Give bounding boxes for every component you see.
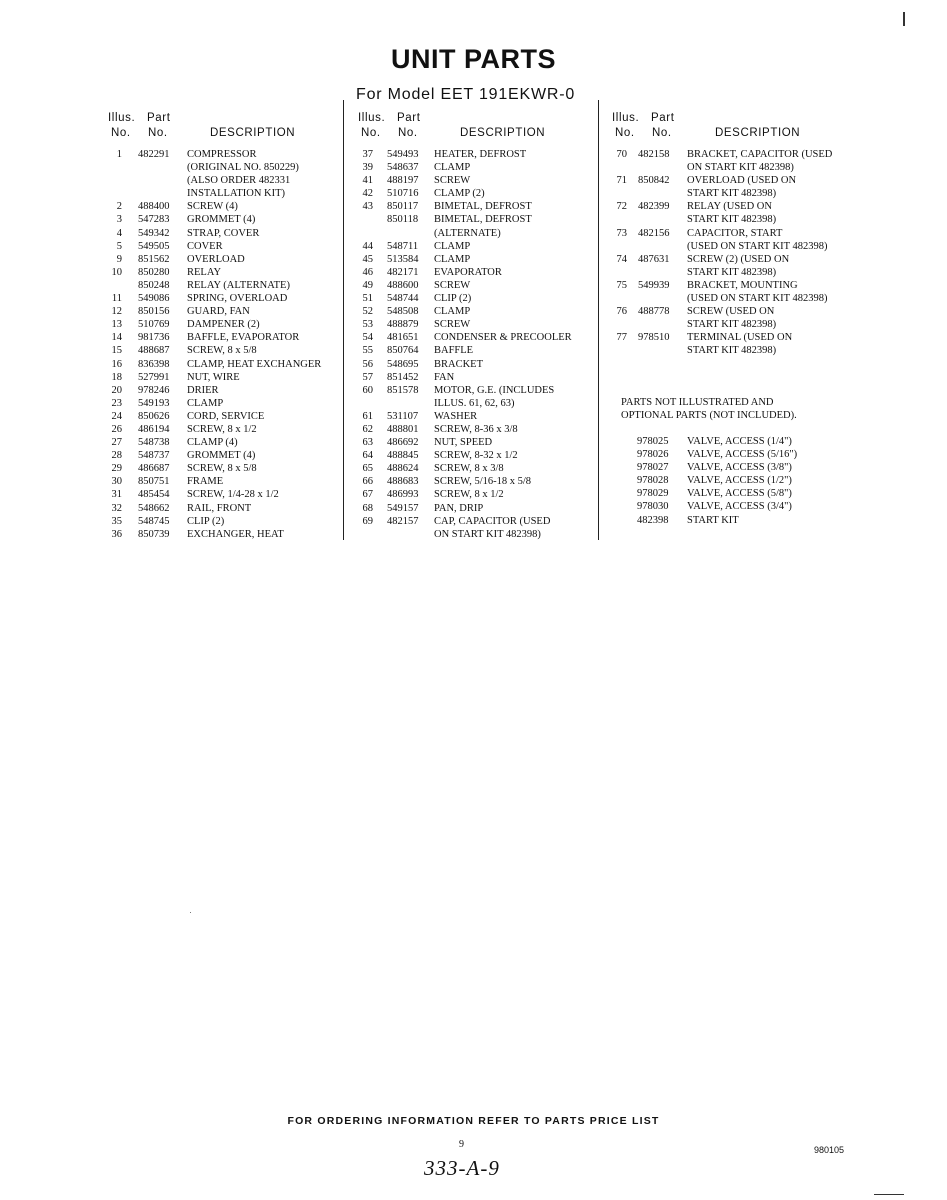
illus-number: 28 <box>111 450 122 462</box>
part-number: 482399 <box>638 201 670 213</box>
part-number: 482171 <box>387 266 419 278</box>
part-description: RELAY (USED ON <box>687 201 772 213</box>
part-number: 548508 <box>387 306 419 318</box>
illus-number: 69 <box>362 515 373 527</box>
illus-number: 62 <box>362 423 373 435</box>
part-description: INSTALLATION KIT) <box>187 188 286 200</box>
part-description: (USED ON START KIT 482398) <box>687 240 828 252</box>
part-description: START KIT 482398) <box>687 188 777 200</box>
part-number: 978027 <box>637 462 669 474</box>
page-title: UNIT PARTS <box>391 44 556 74</box>
description-header: DESCRIPTION <box>460 127 546 139</box>
part-number: 548745 <box>138 515 170 527</box>
part-number: 485454 <box>138 489 170 501</box>
part-description: BIMETAL, DEFROST <box>434 201 532 213</box>
illus-number: 68 <box>362 502 373 514</box>
part-description: SCREW <box>434 279 471 291</box>
illus-number: 1 <box>116 149 122 160</box>
part-description: BIMETAL, DEFROST <box>434 214 532 226</box>
part-description: CLAMP <box>434 240 471 252</box>
illus-number: 67 <box>362 489 373 501</box>
part-description: COMPRESSOR <box>187 149 257 160</box>
illus-no-header: No. <box>615 127 635 139</box>
part-description: (ALTERNATE) <box>434 227 501 239</box>
illus-number: 41 <box>362 175 373 187</box>
part-number: 488845 <box>387 450 419 462</box>
ordering-footer: FOR ORDERING INFORMATION REFER TO PARTS PRICE LIST <box>287 1115 660 1127</box>
part-description: BRACKET <box>434 358 484 370</box>
margin-mark <box>874 1194 904 1195</box>
illus-number: 44 <box>362 240 373 252</box>
illus-number: 30 <box>111 476 122 488</box>
part-description: ILLUS. 61, 62, 63) <box>434 397 515 409</box>
part-number: 547283 <box>138 214 170 226</box>
part-number: 486692 <box>387 437 419 449</box>
part-number: 548662 <box>138 502 170 514</box>
illus-number: 29 <box>111 463 122 475</box>
part-number: 488624 <box>387 463 419 475</box>
illus-number: 51 <box>362 293 373 305</box>
part-number: 549157 <box>387 502 419 514</box>
part-number: 488600 <box>387 279 419 291</box>
column-divider-1 <box>343 100 344 540</box>
part-header: Part <box>147 112 171 124</box>
part-description: EXCHANGER, HEAT <box>187 528 284 540</box>
part-number: 549086 <box>138 293 170 305</box>
part-number: 548744 <box>387 293 419 305</box>
part-description: TERMINAL (USED ON <box>687 332 793 344</box>
part-description: CLIP (2) <box>187 515 225 527</box>
illus-number: 71 <box>616 175 627 187</box>
illus-number: 46 <box>362 266 373 278</box>
illus-number: 35 <box>111 515 122 527</box>
part-number: 978026 <box>637 449 669 461</box>
illus-number: 77 <box>616 332 627 344</box>
part-description: FRAME <box>187 476 224 488</box>
part-number: 488400 <box>138 201 170 213</box>
handwritten-annotation: 333-A-9 <box>424 1156 500 1180</box>
part-number: 978246 <box>138 384 170 396</box>
part-number: 850842 <box>638 175 670 187</box>
illus-header: Illus. <box>612 112 640 124</box>
illus-number: 53 <box>362 319 373 331</box>
page-number: 9 <box>459 1139 464 1150</box>
illus-number: 32 <box>111 502 122 514</box>
part-number: 548711 <box>387 240 419 252</box>
illus-number: 14 <box>111 332 122 344</box>
part-description: SPRING, OVERLOAD <box>187 293 288 305</box>
part-number: 549505 <box>138 240 170 252</box>
note-line-1: PARTS NOT ILLUSTRATED AND <box>621 397 774 408</box>
model-subtitle: For Model EET 191EKWR-0 <box>356 86 576 103</box>
part-description: CONDENSER & PRECOOLER <box>434 332 572 344</box>
part-description: VALVE, ACCESS (3/8") <box>687 462 792 474</box>
description-header: DESCRIPTION <box>210 127 296 139</box>
illus-number: 26 <box>111 423 122 435</box>
part-number: 548738 <box>138 437 170 449</box>
part-number: 510769 <box>138 319 170 331</box>
illus-number: 13 <box>111 319 122 331</box>
part-number: 851578 <box>387 384 419 396</box>
part-number: 850626 <box>138 410 170 422</box>
part-number: 549939 <box>638 279 670 291</box>
illus-number: 11 <box>111 293 122 305</box>
part-description: DAMPENER (2) <box>187 319 260 331</box>
part-description: SCREW, 8 x 1/2 <box>187 423 257 435</box>
part-number: 981736 <box>138 332 170 344</box>
part-number: 481651 <box>387 332 419 344</box>
illus-number: 55 <box>362 345 373 357</box>
illus-number: 16 <box>111 358 122 370</box>
part-description: SCREW, 8 x 5/8 <box>187 345 257 357</box>
part-description: HEATER, DEFROST <box>434 149 527 160</box>
part-number: 482291 <box>138 149 170 160</box>
part-number: 510716 <box>387 188 419 200</box>
illus-number: 15 <box>111 345 122 357</box>
illus-number: 24 <box>111 410 122 422</box>
part-description: GROMMET (4) <box>187 214 256 226</box>
part-number: 836398 <box>138 358 170 370</box>
column-divider-2 <box>598 100 599 540</box>
part-number: 549493 <box>387 149 419 160</box>
illus-no-header: No. <box>111 127 131 139</box>
illus-header: Illus. <box>358 112 386 124</box>
part-number: 487631 <box>638 253 670 265</box>
part-number: 978030 <box>637 501 669 513</box>
part-no-header: No. <box>148 127 168 139</box>
illus-number: 49 <box>362 279 373 291</box>
part-description: CORD, SERVICE <box>187 410 265 422</box>
part-description: BAFFLE <box>434 345 474 357</box>
part-description: (ALSO ORDER 482331 <box>187 175 291 187</box>
illus-number: 10 <box>111 266 122 278</box>
part-description: SCREW <box>434 319 471 331</box>
illus-number: 76 <box>616 306 627 318</box>
part-description: CLAMP <box>434 306 471 318</box>
part-description: SCREW <box>434 175 471 187</box>
part-number: 548695 <box>387 358 419 370</box>
part-number: 851562 <box>138 253 170 265</box>
illus-number: 56 <box>362 358 373 370</box>
part-description: GROMMET (4) <box>187 450 256 462</box>
description-header: DESCRIPTION <box>715 127 801 139</box>
part-description: RELAY (ALTERNATE) <box>187 279 290 291</box>
part-description: CLAMP <box>434 253 471 265</box>
part-description: VALVE, ACCESS (3/4") <box>687 501 792 513</box>
illus-number: 23 <box>111 397 122 409</box>
illus-number: 65 <box>362 463 373 475</box>
part-description: VALVE, ACCESS (5/8") <box>687 488 792 500</box>
part-description: CLIP (2) <box>434 293 472 305</box>
illus-number: 9 <box>116 253 122 265</box>
illus-number: 54 <box>362 332 373 344</box>
illus-number: 66 <box>362 476 373 488</box>
part-description: CAP, CAPACITOR (USED <box>434 515 551 527</box>
part-number: 488801 <box>387 423 419 435</box>
part-description: CAPACITOR, START <box>687 227 783 239</box>
illus-number: 5 <box>116 240 122 252</box>
part-description: (ORIGINAL NO. 850229) <box>187 162 299 174</box>
part-description: CLAMP <box>434 162 471 174</box>
part-description: OVERLOAD (USED ON <box>687 175 797 187</box>
part-description: SCREW (2) (USED ON <box>687 253 790 265</box>
part-description: CLAMP, HEAT EXCHANGER <box>187 358 322 370</box>
part-number: 513584 <box>387 253 419 265</box>
part-number: 488687 <box>138 345 170 357</box>
part-number: 850117 <box>387 201 419 213</box>
illus-number: 42 <box>362 188 373 200</box>
part-description: STRAP, COVER <box>187 227 260 239</box>
document-number: 980105 <box>814 1145 845 1155</box>
part-description: CLAMP (2) <box>434 188 485 200</box>
part-description: SCREW (4) <box>187 201 238 213</box>
part-number: 486687 <box>138 463 170 475</box>
part-number: 978029 <box>637 488 669 500</box>
part-description: START KIT 482398) <box>687 266 777 278</box>
part-description: SCREW, 5/16-18 x 5/8 <box>434 476 532 488</box>
part-description: DRIER <box>187 384 219 396</box>
part-description: VALVE, ACCESS (1/4") <box>687 436 792 447</box>
part-description: START KIT 482398) <box>687 345 777 357</box>
part-description: BRACKET, CAPACITOR (USED <box>687 149 833 160</box>
illus-number: 27 <box>111 437 122 449</box>
part-number: 978025 <box>637 436 669 447</box>
illus-number: 31 <box>111 489 122 501</box>
part-description: VALVE, ACCESS (5/16") <box>687 449 798 461</box>
part-description: SCREW (USED ON <box>687 306 775 318</box>
part-number: 488683 <box>387 476 419 488</box>
part-number: 482156 <box>638 227 670 239</box>
part-description: RAIL, FRONT <box>187 502 252 514</box>
part-number: 548737 <box>138 450 170 462</box>
part-number: 527991 <box>138 371 170 383</box>
part-description: OVERLOAD <box>187 253 245 265</box>
part-description: CLAMP (4) <box>187 437 238 449</box>
part-description: SCREW, 8 x 3/8 <box>434 463 504 475</box>
part-number: 549342 <box>138 227 170 239</box>
part-description: BAFFLE, EVAPORATOR <box>187 332 300 344</box>
part-number: 486194 <box>138 423 170 435</box>
illus-number: 43 <box>362 201 373 213</box>
part-number: 978028 <box>637 475 669 487</box>
part-no-header: No. <box>652 127 672 139</box>
part-number: 850118 <box>387 214 419 226</box>
not-illustrated-note <box>621 396 797 422</box>
part-description: CLAMP <box>187 397 224 409</box>
part-number: 850751 <box>138 476 170 488</box>
part-description: ON START KIT 482398) <box>434 528 541 540</box>
part-number: 851452 <box>387 371 419 383</box>
illus-number: 61 <box>362 410 373 422</box>
illus-number: 64 <box>362 450 373 462</box>
part-number: 482157 <box>387 515 419 527</box>
part-number: 548637 <box>387 162 419 174</box>
part-number: 488879 <box>387 319 419 331</box>
part-description: START KIT 482398) <box>687 214 777 226</box>
part-description: NUT, SPEED <box>434 437 493 449</box>
part-description: SCREW, 8-32 x 1/2 <box>434 450 518 462</box>
part-header: Part <box>651 112 675 124</box>
illus-number: 45 <box>362 253 373 265</box>
illus-number: 60 <box>362 384 373 396</box>
part-number: 482398 <box>637 514 669 526</box>
part-header: Part <box>397 112 421 124</box>
part-number: 549193 <box>138 397 170 409</box>
illus-number: 63 <box>362 437 373 449</box>
part-description: BRACKET, MOUNTING <box>687 279 798 291</box>
part-description: SCREW, 1/4-28 x 1/2 <box>187 489 279 501</box>
part-description: COVER <box>187 240 223 252</box>
part-description: NUT, WIRE <box>187 371 240 383</box>
illus-number: 57 <box>362 371 373 383</box>
part-number: 978510 <box>638 332 670 344</box>
part-number: 850764 <box>387 345 419 357</box>
illus-number: 12 <box>111 306 122 318</box>
part-description: PAN, DRIP <box>434 502 484 514</box>
note-line-2: OPTIONAL PARTS (NOT INCLUDED). <box>621 410 797 422</box>
part-number: 850280 <box>138 266 170 278</box>
part-description: SCREW, 8 x 1/2 <box>434 489 504 501</box>
part-description: RELAY <box>187 266 222 278</box>
illus-number: 75 <box>616 279 627 291</box>
illus-number: 3 <box>116 214 122 226</box>
illus-number: 36 <box>111 528 122 540</box>
part-description: FAN <box>434 371 455 383</box>
part-description: START KIT 482398) <box>687 319 777 331</box>
part-no-header: No. <box>398 127 418 139</box>
part-description: ON START KIT 482398) <box>687 162 794 174</box>
part-description: GUARD, FAN <box>187 306 250 318</box>
part-description: SCREW, 8 x 5/8 <box>187 463 257 475</box>
part-number: 531107 <box>387 410 419 422</box>
part-number: 488197 <box>387 175 419 187</box>
illus-number: 18 <box>111 371 122 383</box>
illus-number: 37 <box>362 149 373 160</box>
illus-header: Illus. <box>108 112 136 124</box>
part-description: MOTOR, G.E. (INCLUDES <box>434 384 555 396</box>
illus-number: 70 <box>616 149 627 160</box>
illus-number: 74 <box>616 253 627 265</box>
part-number: 482158 <box>638 149 670 160</box>
illus-number: 2 <box>116 201 122 213</box>
part-description: EVAPORATOR <box>434 266 502 278</box>
part-description: START KIT <box>687 514 739 526</box>
part-number: 488778 <box>638 306 670 318</box>
part-description: VALVE, ACCESS (1/2") <box>687 475 792 487</box>
part-description: (USED ON START KIT 482398) <box>687 293 828 305</box>
illus-number: 52 <box>362 306 373 318</box>
part-number: 850739 <box>138 528 170 540</box>
part-number: 850248 <box>138 279 170 291</box>
illus-number: 4 <box>116 227 122 239</box>
part-description: WASHER <box>434 410 478 422</box>
illus-number: 73 <box>616 227 627 239</box>
illus-no-header: No. <box>361 127 381 139</box>
part-description: SCREW, 8-36 x 3/8 <box>434 423 518 435</box>
illus-number: 72 <box>616 201 627 213</box>
illus-number: 20 <box>111 384 122 396</box>
part-number: 486993 <box>387 489 419 501</box>
part-number: 850156 <box>138 306 170 318</box>
margin-mark <box>903 12 905 26</box>
illus-number: 39 <box>362 162 373 174</box>
scan-speck <box>190 912 191 913</box>
